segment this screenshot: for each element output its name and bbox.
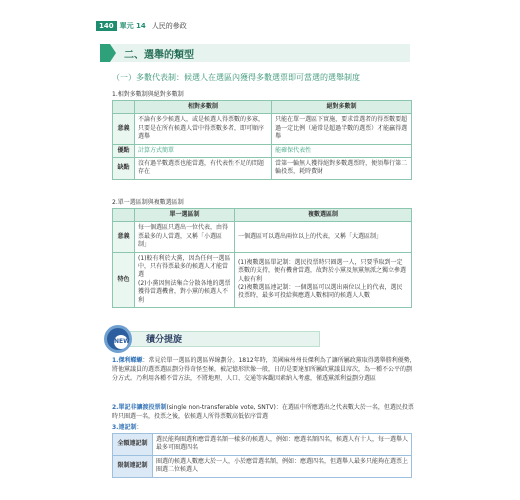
point-1-text: ：常見於單一選區的選區界線劃分。1812年時，美國麻州州長傑利為了讓所屬政黨取得選舉勝利優勢，將他黨議員的選票選區劃分得奇怪至極，被記憶形狀像一般，日的是要達加所屬政黨議員席次，為一種不公平的劃分方式。乃利用各種不當方法，不將地理、人口、交通等客觀因素納入考慮，僅透黨派利益劃分選區 — [112, 357, 416, 382]
table-cell: 當第一輪無人獲得絕對多數選票時，便須舉行第二輪投票，耗時費財 — [272, 157, 412, 179]
point-1-lead: 1.傑利蠑螈 — [112, 357, 143, 364]
table-cell: (1)較有利於大黨，因為任何一選區中，只有得票最多的候選人才能當選 (2)小黨因無法集合分散各地的選票獲得當選機會，對小黨的候選人不利 — [135, 252, 235, 307]
point-3-lead: 3.連記制 — [112, 424, 137, 431]
subsection-heading: （一）多數代表制：候選人在選區內獲得多數選票即可當選的選舉制度 — [112, 73, 360, 82]
block-vote-table — [112, 433, 412, 478]
table-cell: 能確保代表性 — [272, 144, 412, 157]
table1-col-absolute: 絕對多數制 — [272, 101, 412, 114]
table-cell: 只能在單一選區下實施，要求當選者的得票數要超過一定比例（通常是超過半數的選票）才能贏得選舉 — [272, 114, 412, 144]
points-badge-text: NEW — [114, 335, 128, 349]
row-header: 限制連記制 — [113, 455, 153, 477]
table-row — [113, 144, 412, 157]
table1-title: 1.相對多數制與絕對多數制 — [112, 91, 184, 98]
table-cell: 圈選的候選人數應大於一人，小於應當選名額，例如：應選四名，但選舉人最多只能夠在選票上圈選二位候選人 — [153, 455, 412, 477]
unit-label: 單元 14 — [119, 22, 146, 30]
point-2 — [112, 403, 417, 421]
page-header — [96, 20, 187, 32]
row-header: 全額連記制 — [113, 434, 153, 456]
row-header: 缺點 — [113, 157, 135, 179]
district-table — [112, 208, 412, 308]
section-title: 二、選舉的類型 — [124, 50, 194, 61]
point-2-lead: 2.單記非讓渡投票制 — [112, 404, 167, 411]
row-header: 優點 — [113, 144, 135, 157]
table-cell: 計算方式簡單 — [135, 144, 272, 157]
chapter-title: 人民的參政 — [151, 22, 187, 30]
table-row — [113, 455, 412, 477]
point-1 — [112, 356, 417, 383]
row-header: 意義 — [113, 222, 135, 252]
points-label: 積分提旋 — [146, 335, 183, 345]
section-marker — [100, 44, 110, 62]
majority-table — [112, 100, 412, 180]
point-3-text: ： — [136, 424, 143, 431]
table-row — [113, 157, 412, 179]
table-row — [113, 114, 412, 144]
table-cell: (1)複數選區單記制：選民投票時只圈選一人，只要爭取到一定票數的支持，便有機會當選，故對於小黨及無黨無派之獨立參選人較有利 (2)複數選區連記制：一個選區可以選出兩位以上的代表，選民投票時，最多可投給與應選人數相同的候選人人數 — [234, 252, 411, 307]
table-row — [113, 434, 412, 456]
row-header: 特色 — [113, 252, 135, 307]
section-banner — [100, 44, 410, 62]
table-row — [113, 252, 412, 307]
table-row — [113, 222, 412, 252]
table-cell: 選民能夠圈選和應當選名額一樣多的候選人，例如：應選名額四名，候選人有十人，每一選舉人最多可圈選四名 — [153, 434, 412, 456]
table-cell: 一個選區可以選出兩位以上的代表，又稱「大選區制」 — [234, 222, 411, 252]
points-badge-icon — [104, 325, 132, 353]
point-2-text: (single non-transferable vote, SNTV)：在選區中所應選出之代表數大於一名，但選民投票時只圈選一名，投票之後，依候選人所得票數高低依序當選 — [112, 404, 414, 420]
table-cell: 每一個選區只選出一位代表，由得票最多的人當選，又稱「小選區制」 — [135, 222, 235, 252]
table2-col-multi: 複數選區制 — [234, 209, 411, 222]
page-number: 140 — [96, 21, 117, 31]
table2-title: 2.單一選區制與複數選區制 — [112, 199, 184, 206]
points-banner — [104, 325, 420, 353]
table-cell: 不論有多少候選人，或是候選人得票數的多寡，只要是在所有候選人當中得票數多者，即可順序選舉 — [135, 114, 272, 144]
row-header: 意義 — [113, 114, 135, 144]
table-cell: 沒有過半數選票也能當選，有代表性不足的問題存在 — [135, 157, 272, 179]
point-3 — [112, 423, 417, 432]
table2-col-single: 單一選區制 — [135, 209, 235, 222]
table1-col-relative: 相對多數制 — [135, 101, 272, 114]
